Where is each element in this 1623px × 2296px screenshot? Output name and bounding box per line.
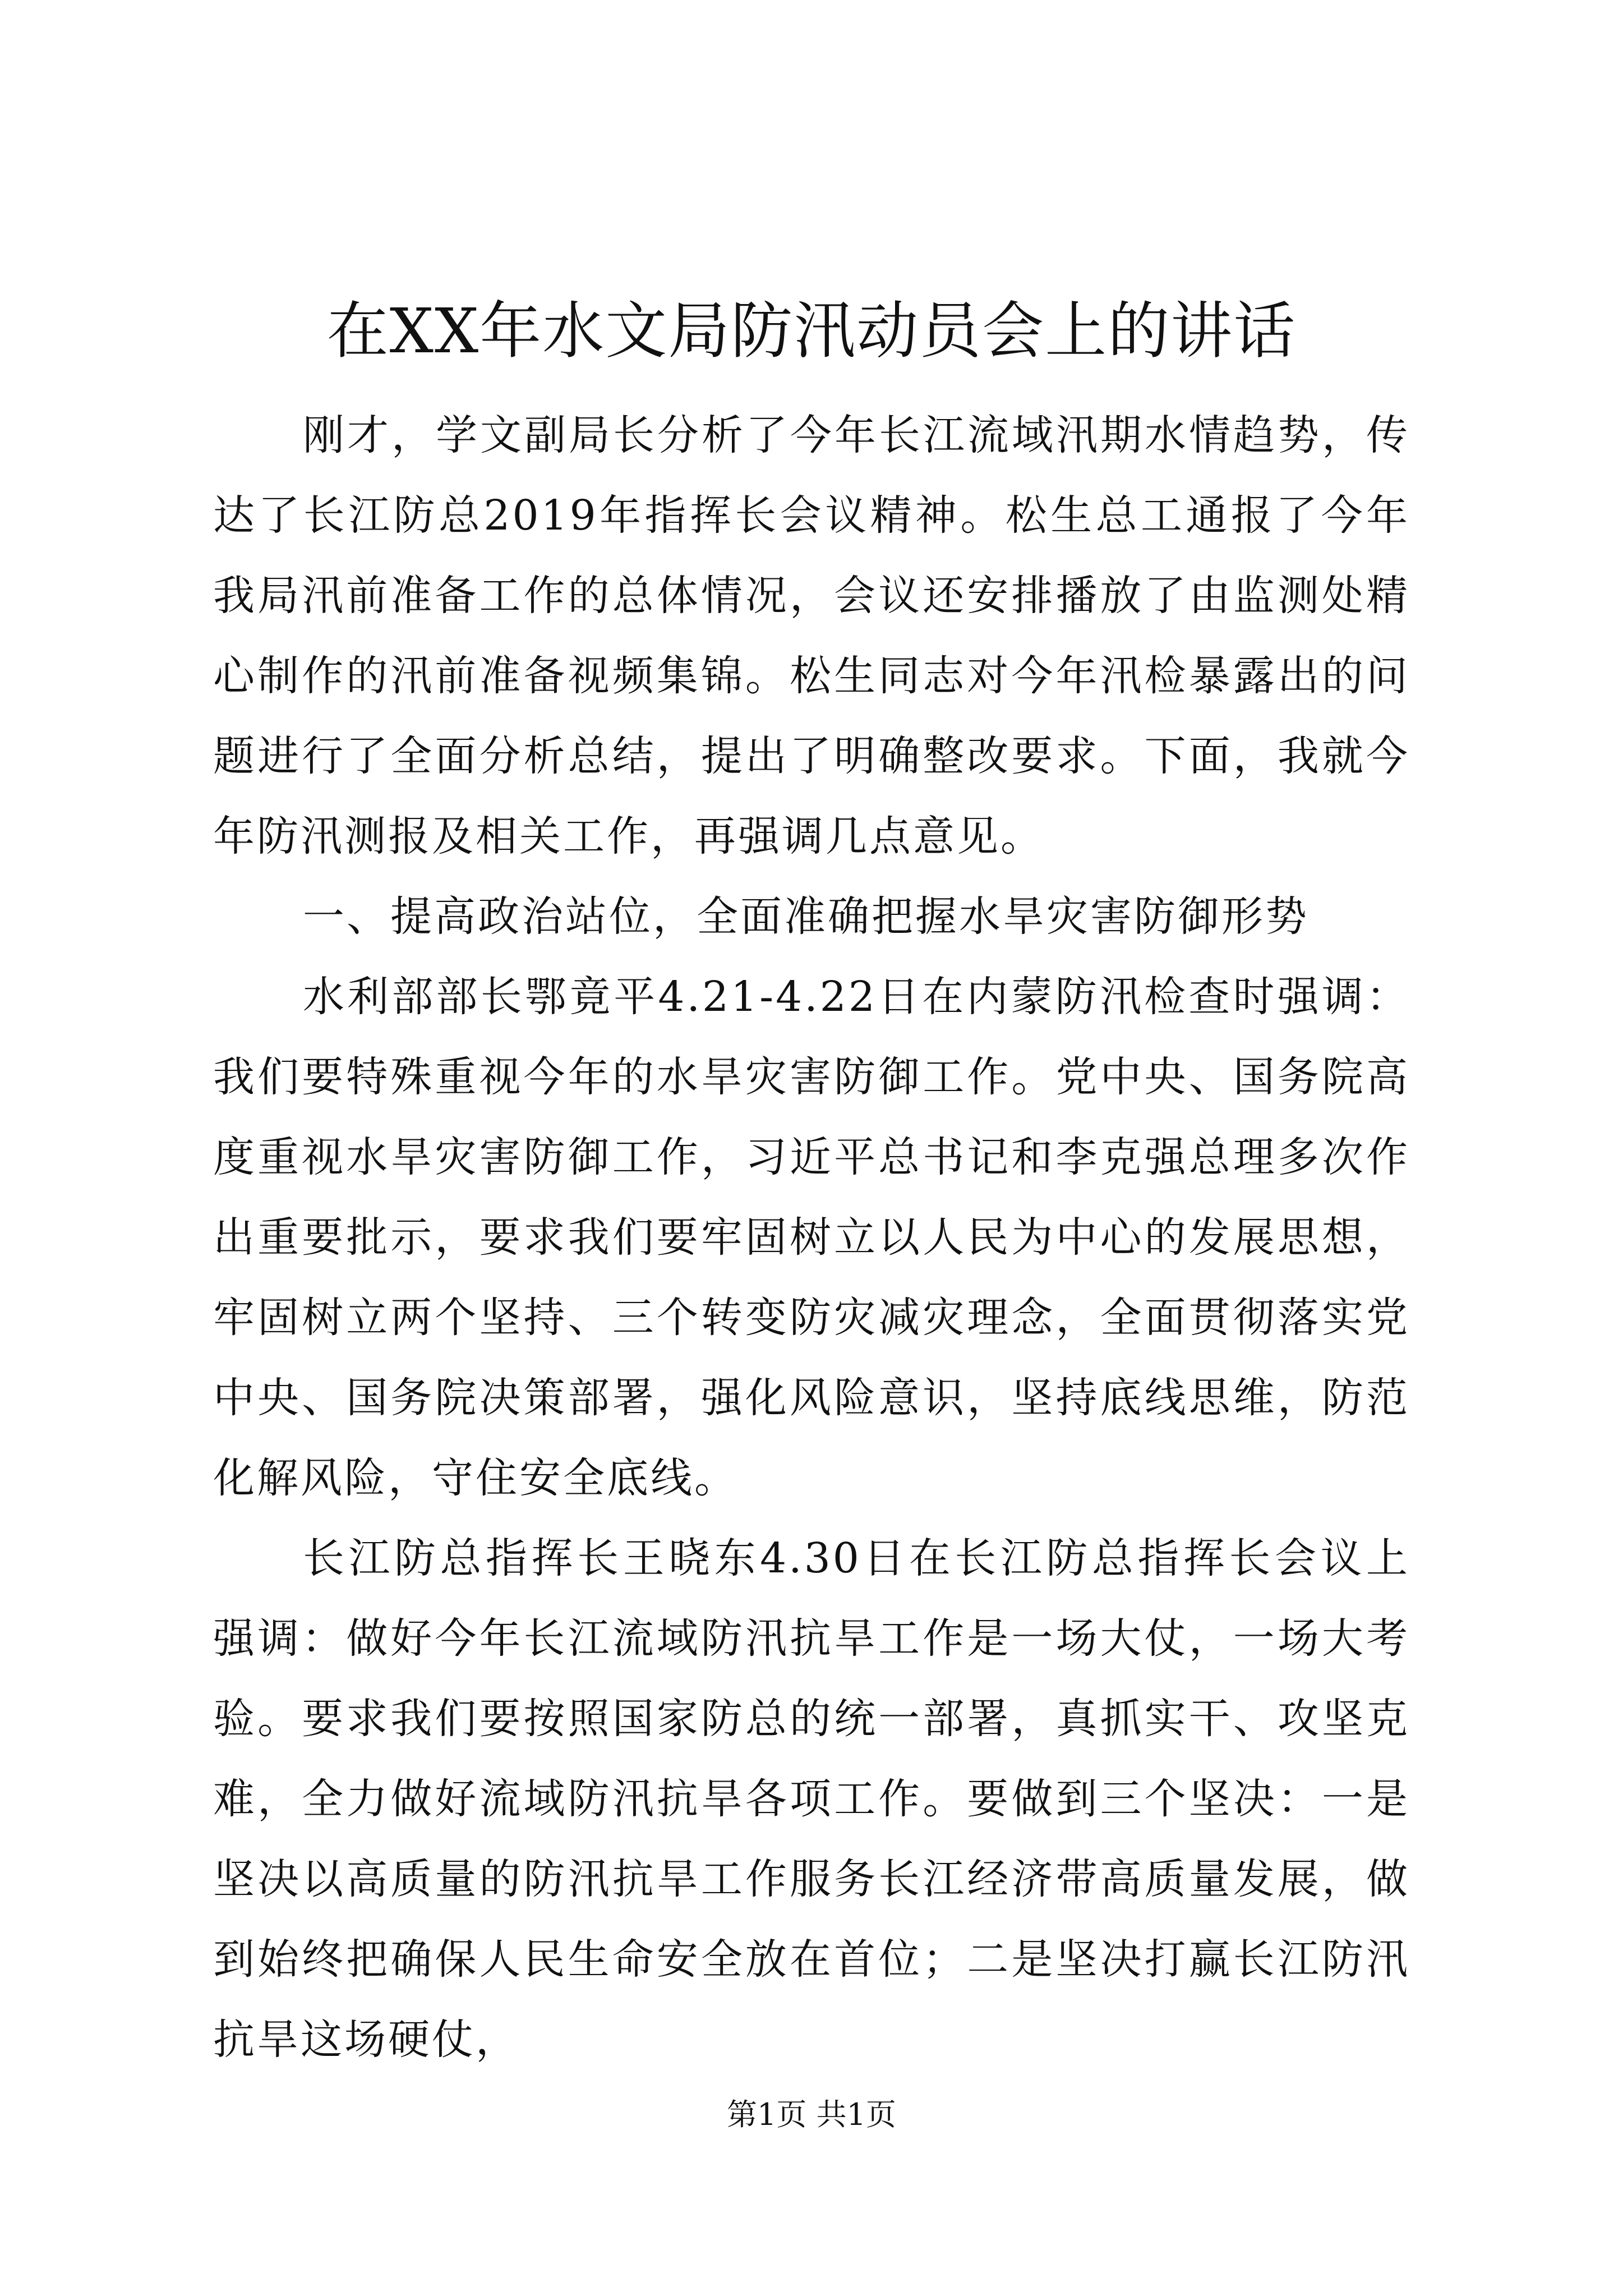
paragraph-commander-remarks: 长江防总指挥长王晓东4.30日在长江防总指挥长会议上强调：做好今年长江流域防汛抗旱工作是一场大仗，一场大考验。要求我们要按照国家防总的统一部署，真抓实干、攻坚克难，全力做好流域防汛抗旱各项工作。要做到三个坚决：一是坚决以高质量的防汛抗旱工作服务长江经济带高质量发展，做到始终把确保人民生命安全放在首位；二是坚决打赢长江防汛抗旱这场硬仗， xyxy=(213,1534,1410,2064)
document-body xyxy=(213,395,1410,2080)
page-footer: 第1页 共1页 xyxy=(727,2097,896,2132)
section-heading-1: 一、提高政治站位，全面准确把握水旱灾害防御形势 xyxy=(303,892,1309,941)
paragraph-ministry-remarks: 水利部部长鄂竟平4.21-4.22日在内蒙防汛检查时强调：我们要特殊重视今年的水旱灾害防御工作。党中央、国务院高度重视水旱灾害防御工作，习近平总书记和李克强总理多次作出重要批示，要求我们要牢固树立以人民为中心的发展思想，牢固树立两个坚持、三个转变防灾减灾理念，全面贯彻落实党中央、国务院决策部署，强化风险意识，坚持底线思维，防范化解风险，守住安全底线。 xyxy=(213,973,1410,1502)
document-title: 在XX年水文局防汛动员会上的讲话 xyxy=(326,295,1297,367)
paragraph-intro: 刚才，学文副局长分析了今年长江流域汛期水情趋势，传达了长江防总2019年指挥长会议精神。松生总工通报了今年我局汛前准备工作的总体情况，会议还安排播放了由监测处精心制作的汛前准备视频集锦。松生同志对今年汛检暴露出的问题进行了全面分析总结，提出了明确整改要求。下面，我就今年防汛测报及相关工作，再强调几点意见。 xyxy=(213,411,1410,861)
